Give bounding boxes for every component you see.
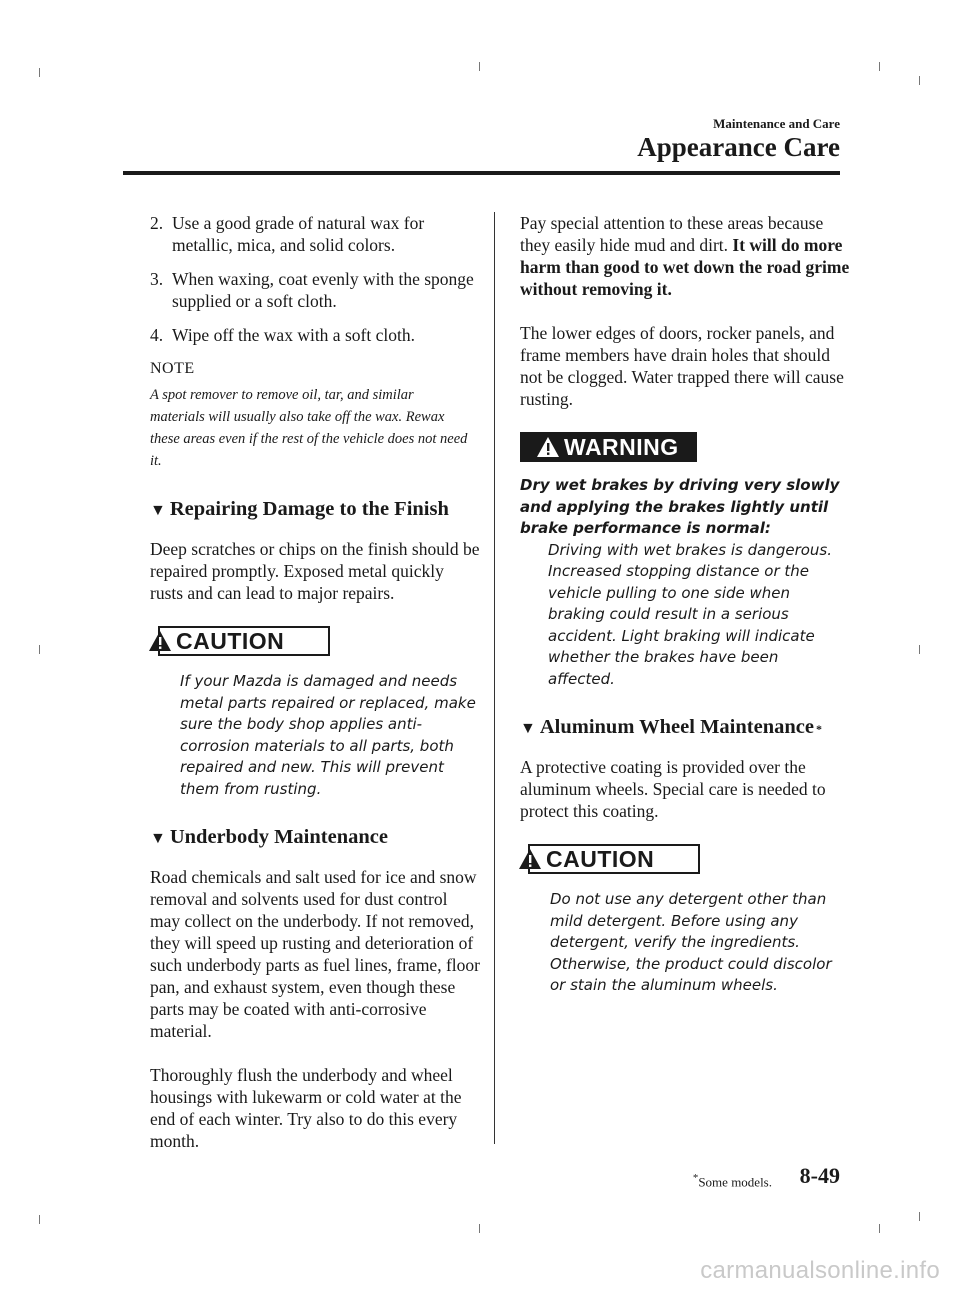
note-text: A spot remover to remove oil, tar, and similar materials will usually also take off the wax. Rewax these areas even if the rest of the vehicle does not need it.: [150, 387, 468, 469]
attention-bold: It will do more harm than good to wet down the road grime without removing it.: [520, 235, 850, 299]
header-rule: [123, 171, 840, 175]
caution-icon: [518, 848, 542, 870]
attention-text: Pay special attention to these areas because they easily hide mud and dirt.: [520, 213, 824, 255]
section-heading-underbody: [150, 824, 480, 852]
crop-mark: [879, 62, 880, 71]
section-triangle-icon: ▼: [150, 502, 166, 519]
section-triangle-icon: ▼: [520, 720, 536, 737]
note-heading: NOTE: [150, 360, 195, 377]
caution-label: CAUTION: [176, 628, 285, 654]
crop-mark: [879, 1224, 880, 1233]
caution-label: CAUTION: [546, 846, 655, 872]
step-number: 3.: [150, 269, 164, 289]
step-item: [150, 324, 480, 346]
section-heading-repair: [150, 496, 480, 524]
wheel-paragraph: A protective coating is provided over the aluminum wheels. Special care is needed to protect this coating.: [520, 757, 826, 821]
crop-mark: [919, 1212, 920, 1221]
step-number: 2.: [150, 213, 164, 233]
warning-block: [520, 432, 850, 690]
caution-text: If your Mazda is damaged and needs metal parts repaired or replaced, make sure the body shop applies anti-corrosion materials to all parts, both repaired and new. This will prevent them from rusting.: [180, 672, 476, 798]
warning-icon: [536, 436, 560, 458]
section-title: Underbody Maintenance: [169, 826, 388, 848]
step-item: [150, 268, 480, 312]
crop-mark: [479, 1224, 480, 1233]
crop-mark: [919, 645, 920, 654]
caution-badge: [528, 844, 700, 874]
drain-paragraph: The lower edges of doors, rocker panels, and frame members have drain holes that should not be clogged. Water trapped there will cause rusting.: [520, 323, 844, 409]
caution-badge: [158, 626, 330, 656]
step-text: Wipe off the wax with a soft cloth.: [172, 325, 415, 345]
caution-block: [158, 626, 480, 800]
underbody-paragraph: Thoroughly flush the underbody and wheel housings with lukewarm or cold water at the end of each winter. Try also to do this every month.: [150, 1065, 462, 1151]
step-item: [150, 212, 480, 256]
some-models-marker: *: [815, 722, 822, 736]
crop-mark: [919, 76, 920, 85]
section-triangle-icon: ▼: [150, 830, 166, 847]
step-text: When waxing, coat evenly with the sponge supplied or a soft cloth.: [172, 269, 474, 311]
underbody-paragraph: Road chemicals and salt used for ice and snow removal and solvents used for dust control may collect on the underbody. If not removed, they will speed up rusting and deterioration of such underbody parts as fuel lines, frame, floor pan, and exhaust system, even though these parts may be coated with anti-corrosive material.: [150, 867, 480, 1041]
warning-badge: [520, 432, 697, 462]
caution-icon: [148, 630, 172, 652]
crop-mark: [479, 62, 480, 71]
attention-paragraph: [520, 212, 850, 300]
section-title: Repairing Damage to the Finish: [169, 498, 449, 520]
warning-label: WARNING: [564, 434, 679, 460]
footnote: [693, 1172, 772, 1190]
warning-text: Driving with wet brakes is dangerous. Increased stopping distance or the vehicle pulling to one side when braking could result in a serious accident. Light braking will indicate whether the brakes have been affected.: [548, 540, 832, 688]
left-column: [150, 212, 480, 1174]
footnote-star: *: [692, 1172, 699, 1184]
repair-paragraph: Deep scratches or chips on the finish should be repaired promptly. Exposed metal quickly rusts and can lead to major repairs.: [150, 539, 480, 603]
step-number: 4.: [150, 325, 164, 345]
page-number: 8-49: [799, 1163, 840, 1188]
crop-mark: [39, 1215, 40, 1224]
footnote-text: Some models.: [698, 1174, 772, 1190]
column-divider: [494, 212, 495, 1144]
crop-mark: [39, 645, 40, 654]
step-text: Use a good grade of natural wax for metallic, mica, and solid colors.: [172, 213, 425, 255]
page-title: Appearance Care: [637, 132, 840, 162]
chapter-label: Maintenance and Care: [713, 116, 840, 131]
right-column: [520, 212, 850, 997]
watermark: carmanualsonline.info: [700, 1257, 940, 1284]
section-title: Aluminum Wheel Maintenance: [539, 716, 814, 738]
section-heading-wheel: [520, 714, 850, 742]
warning-lead: Dry wet brakes by driving very slowly and applying the brakes lightly until brake performance is normal:: [520, 476, 840, 537]
caution-block: [528, 844, 850, 997]
caution-text: Do not use any detergent other than mild detergent. Before using any detergent, verify the ingredients. Otherwise, the product could discolor or stain the aluminum wheels.: [550, 890, 832, 994]
crop-mark: [39, 68, 40, 77]
